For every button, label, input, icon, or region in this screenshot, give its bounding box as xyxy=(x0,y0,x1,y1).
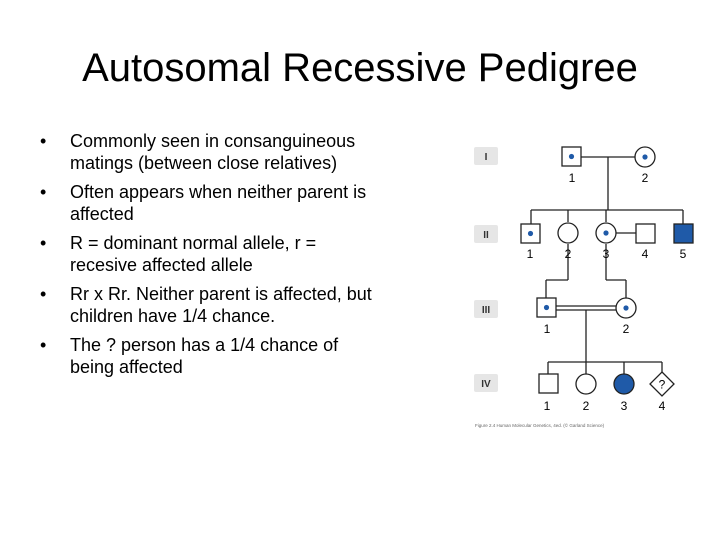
individual-i-1-carrier-male xyxy=(562,147,581,166)
pedigree-chart xyxy=(465,132,705,434)
label-ii-3: 3 xyxy=(602,247,610,261)
individual-iv-3-affected-female xyxy=(614,374,634,394)
individual-iii-1-carrier-male xyxy=(537,298,556,317)
bullet-text: Often appears when neither parent is affected xyxy=(70,182,367,224)
svg-text:IV: IV xyxy=(481,379,491,390)
bullet-icon: • xyxy=(40,233,47,253)
individual-ii-1-carrier-male xyxy=(521,224,540,243)
bullet-item xyxy=(40,181,380,225)
bullet-item xyxy=(40,283,380,327)
bullet-icon: • xyxy=(40,182,47,202)
individual-ii-4-male xyxy=(636,224,655,243)
individual-iii-2-carrier-female xyxy=(616,298,636,318)
individual-iv-2-female xyxy=(576,374,596,394)
bullet-icon: • xyxy=(40,284,47,304)
bullet-text: R = dominant normal allele, r = recesive affected allele xyxy=(70,233,317,275)
svg-text:III: III xyxy=(481,305,491,316)
individual-iv-4-unknown-diamond xyxy=(650,372,674,396)
bullet-text: The ? person has a 1/4 chance of being affected xyxy=(70,335,339,377)
bullet-icon: • xyxy=(40,131,47,151)
generation-label-iv xyxy=(474,374,498,392)
label-ii-2: 2 xyxy=(564,247,572,261)
bullet-item xyxy=(40,334,380,378)
label-iv-4: 4 xyxy=(658,399,666,413)
label-iv-3: 3 xyxy=(620,399,628,413)
pedigree-lines xyxy=(531,157,683,374)
svg-text:I: I xyxy=(484,152,488,163)
label-ii-4: 4 xyxy=(641,247,649,261)
question-mark-icon: ? xyxy=(658,377,666,392)
label-i-1: 1 xyxy=(568,171,576,185)
label-iv-2: 2 xyxy=(582,399,590,413)
svg-text:II: II xyxy=(483,230,489,241)
generation-label-iii xyxy=(474,300,498,318)
bullet-text: Rr x Rr. Neither parent is affected, but children have 1/4 chance. xyxy=(70,284,372,326)
bullet-item xyxy=(40,130,380,174)
generation-label-ii xyxy=(474,225,498,243)
label-iii-2: 2 xyxy=(622,322,630,336)
individual-i-2-carrier-female xyxy=(635,147,655,167)
figure-caption: Figure 2.4 Human Molecular Genetics, 4ed. (© Garland Science) xyxy=(475,423,605,428)
label-iii-1: 1 xyxy=(543,322,551,336)
individual-ii-3-carrier-female xyxy=(596,223,616,243)
bullet-icon: • xyxy=(40,335,47,355)
label-ii-1: 1 xyxy=(526,247,534,261)
individual-iv-1-male xyxy=(539,374,558,393)
bullet-text: Commonly seen in consanguineous matings (between close relatives) xyxy=(70,131,356,173)
label-ii-5: 5 xyxy=(679,247,687,261)
slide-title: Autosomal Recessive Pedigree xyxy=(82,46,638,90)
individual-ii-5-affected-male xyxy=(674,224,693,243)
label-i-2: 2 xyxy=(641,171,649,185)
bullet-list xyxy=(40,130,380,385)
generation-label-i xyxy=(474,147,498,165)
individual-ii-2-female xyxy=(558,223,578,243)
label-iv-1: 1 xyxy=(543,399,551,413)
bullet-item xyxy=(40,232,380,276)
